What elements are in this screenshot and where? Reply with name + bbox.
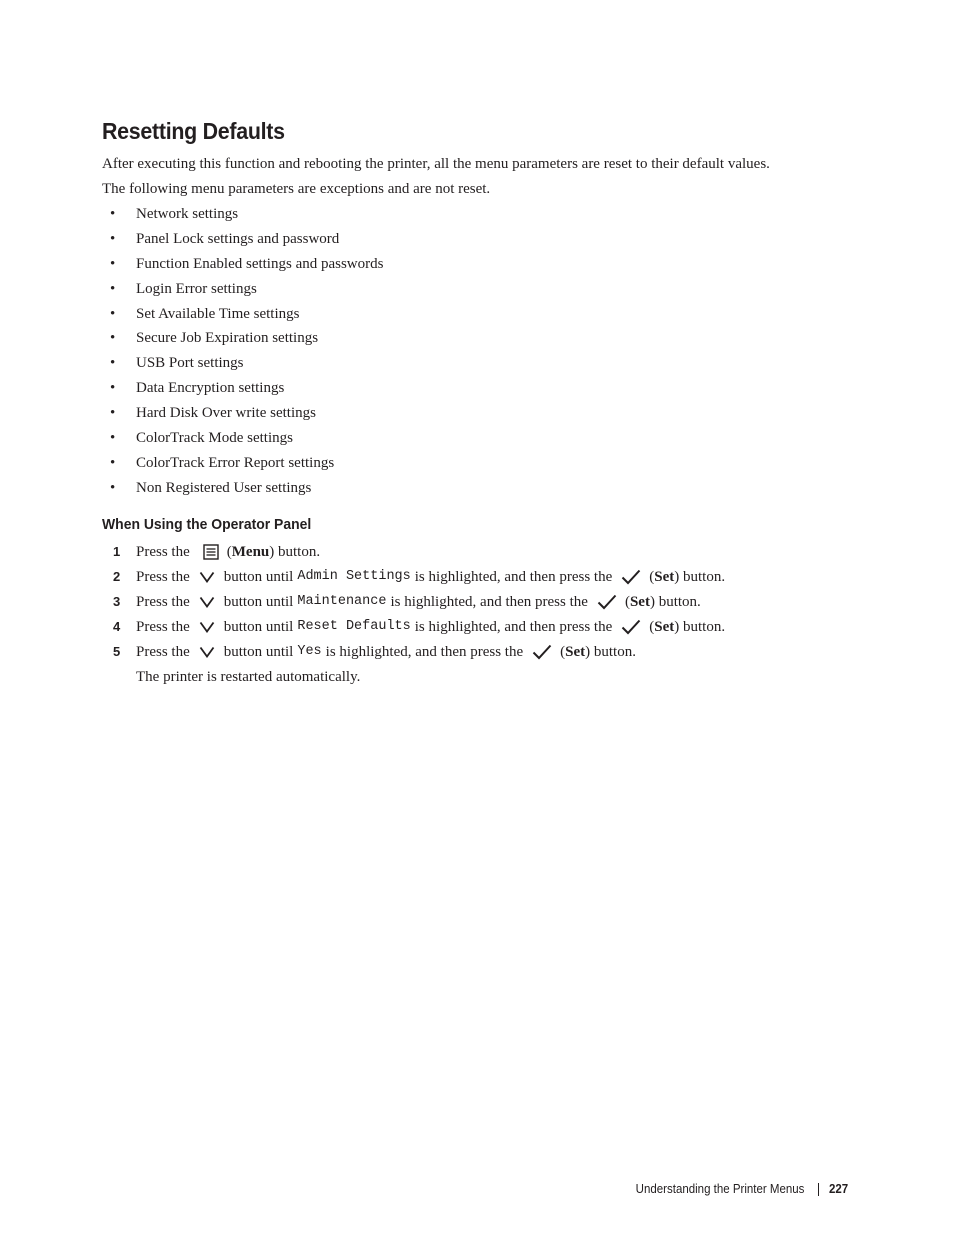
down-arrow-icon xyxy=(195,567,219,587)
restart-note: The printer is restarted automatically. xyxy=(136,669,361,685)
paren-open: ( xyxy=(649,619,655,635)
menu-icon xyxy=(199,542,223,562)
paren-open: ( xyxy=(649,569,655,585)
button-name: Set xyxy=(565,644,586,660)
list-item-text: Function Enabled settings and passwords xyxy=(136,256,384,272)
menu-item-code: Reset Defaults xyxy=(297,619,411,634)
step-text-mid: is highlighted, and then press the xyxy=(414,619,613,635)
bullet: • xyxy=(110,281,116,297)
paren-close: ) xyxy=(674,619,680,635)
paren-open: ( xyxy=(560,644,566,660)
section-subheading: When Using the Operator Panel xyxy=(102,516,312,533)
down-arrow-icon xyxy=(195,617,219,637)
bullet: • xyxy=(110,355,116,371)
step-number: 1 xyxy=(113,544,121,559)
step-text-post: button. xyxy=(679,619,726,635)
down-arrow-icon xyxy=(195,592,219,612)
paren-close: ) xyxy=(649,594,655,610)
checkmark-icon xyxy=(619,567,643,587)
list-item-text: Data Encryption settings xyxy=(136,380,285,396)
step-number: 3 xyxy=(113,594,121,609)
bullet: • xyxy=(110,330,116,346)
bullet: • xyxy=(110,256,116,272)
step-text xyxy=(136,591,701,613)
list-item-text: Login Error settings xyxy=(136,281,257,297)
step-text-pre: Press the xyxy=(136,594,190,610)
list-item-text: Secure Job Expiration settings xyxy=(136,330,319,346)
step-text-post: button. xyxy=(274,544,321,560)
list-item-text: ColorTrack Mode settings xyxy=(136,430,293,446)
step-text-pre: Press the xyxy=(136,644,190,660)
exceptions-paragraph: The following menu parameters are exceptions and are not reset. xyxy=(102,181,491,197)
step-text-post: button. xyxy=(679,569,726,585)
step-text xyxy=(136,616,725,638)
bullet: • xyxy=(110,306,116,322)
step-text-mid: is highlighted, and then press the xyxy=(390,594,588,610)
paren-open: ( xyxy=(226,544,232,560)
list-item-text: Set Available Time settings xyxy=(136,306,300,322)
step-text-mid: button until xyxy=(223,569,294,585)
list-item-text: ColorTrack Error Report settings xyxy=(136,455,335,471)
step-number: 4 xyxy=(113,619,121,634)
step-text xyxy=(136,541,320,563)
step-text-post: button. xyxy=(654,594,701,610)
intro-paragraph: After executing this function and rebooting the printer, all the menu parameters are reset to their default values. xyxy=(102,156,770,172)
step-text-mid: is highlighted, and then press the xyxy=(414,569,613,585)
paren-close: ) xyxy=(269,544,275,560)
paren-open: ( xyxy=(624,594,630,610)
menu-item-code: Admin Settings xyxy=(297,569,411,584)
paren-close: ) xyxy=(674,569,680,585)
step-text xyxy=(136,641,636,663)
bullet: • xyxy=(110,405,116,421)
footer-divider xyxy=(818,1183,819,1196)
button-name: Menu xyxy=(231,544,270,560)
step-text-pre: Press the xyxy=(136,569,190,585)
bullet: • xyxy=(110,206,116,222)
list-item-text: Network settings xyxy=(136,206,239,222)
step-number: 5 xyxy=(113,644,121,659)
button-name: Set xyxy=(654,619,675,635)
list-item-text: Non Registered User settings xyxy=(136,480,312,496)
menu-item-code: Yes xyxy=(297,644,322,659)
menu-item-code: Maintenance xyxy=(297,594,387,609)
down-arrow-icon xyxy=(195,642,219,662)
checkmark-icon xyxy=(530,642,554,662)
list-item-text: USB Port settings xyxy=(136,355,244,371)
checkmark-icon xyxy=(595,592,619,612)
paren-close: ) xyxy=(585,644,591,660)
button-name: Set xyxy=(654,569,675,585)
list-item-text: Panel Lock settings and password xyxy=(136,231,340,247)
step-text-pre: Press the xyxy=(136,544,190,560)
list-item-text: Hard Disk Over write settings xyxy=(136,405,316,421)
page-footer xyxy=(0,1179,954,1199)
footer-section-title: Understanding the Printer Menus xyxy=(635,1182,804,1196)
bullet: • xyxy=(110,480,116,496)
step-number: 2 xyxy=(113,569,121,584)
step-text-mid: is highlighted, and then press the xyxy=(325,644,524,660)
bullet: • xyxy=(110,430,116,446)
page-number: 227 xyxy=(829,1182,849,1196)
button-name: Set xyxy=(629,594,650,610)
page-title: Resetting Defaults xyxy=(102,118,285,144)
step-text-mid: button until xyxy=(223,594,294,610)
bullet: • xyxy=(110,231,116,247)
step-text-mid: button until xyxy=(223,644,294,660)
bullet: • xyxy=(110,455,116,471)
step-text xyxy=(136,566,725,588)
bullet: • xyxy=(110,380,116,396)
step-text-mid: button until xyxy=(223,619,294,635)
step-text-pre: Press the xyxy=(136,619,190,635)
checkmark-icon xyxy=(619,617,643,637)
step-text-post: button. xyxy=(590,644,636,660)
